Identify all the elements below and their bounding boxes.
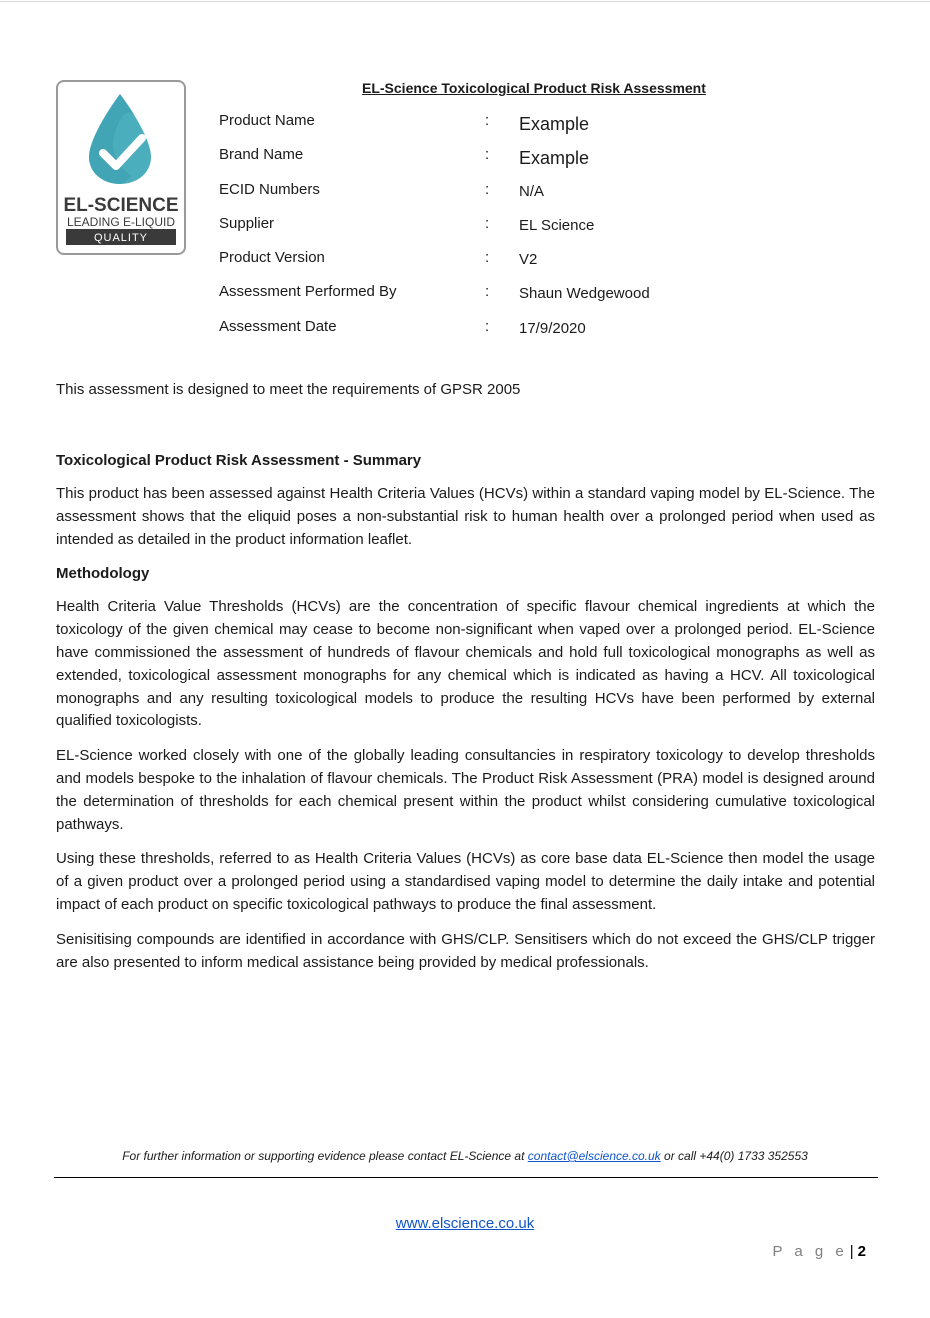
footer-contact-note [0, 1149, 930, 1163]
info-value: EL Science [519, 216, 595, 234]
info-label: ECID Numbers [219, 180, 320, 198]
info-row-assessment-date [219, 316, 699, 350]
logo-badge-text: QUALITY [93, 232, 149, 244]
footer-note-prefix: For further information or supporting evidence please contact EL-Science at [122, 1149, 528, 1163]
info-value: Example [519, 148, 590, 169]
logo-brand-text: EL-SCIENCE [63, 195, 179, 216]
website-link[interactable]: www.elscience.co.uk [395, 1215, 535, 1232]
info-label: Supplier [219, 214, 275, 232]
el-science-logo [56, 80, 186, 255]
info-value: Shaun Wedgewood [519, 285, 650, 303]
info-row-product-version [219, 247, 699, 281]
methodology-paragraph: Health Criteria Value Thresholds (HCVs) are the concentration of specific flavour chemical ingredients at which the toxicology of the given chemical may cease to become non-significant when vaped over a prolonged period. EL-Science have commissioned the assessment of hundreds of flavour chemicals and hold full toxicological monographs as well as extended, toxicological assessment monographs for any chemical which is indicated as having a HCV. All toxicological monographs and any resulting toxicological models to produce the resulting HCVs have been performed by external qualified toxicologists. [56, 598, 875, 730]
document-title: EL-Science Toxicological Product Risk Assessment [362, 80, 706, 96]
info-colon: : [485, 180, 490, 198]
methodology-paragraph: Using these thresholds, referred to as Health Criteria Values (HCVs) as core base data EL-Science then model the usage of a given product over a prolonged period using a standardised vaping model to determine the daily intake and potential impact of each product on specific toxicological pathways to produce the final assessment. [56, 850, 875, 913]
page-number-value: 2 [857, 1243, 866, 1260]
logo-tagline-text: LEADING E-LIQUID [66, 215, 176, 229]
info-colon: : [485, 214, 490, 232]
info-label: Product Name [219, 112, 315, 129]
info-row-product-name [219, 110, 699, 144]
footer-note-suffix: or call +44(0) 1733 352553 [660, 1149, 808, 1163]
info-row-supplier [219, 213, 699, 247]
info-label: Assessment Date [219, 317, 337, 335]
info-row-ecid-numbers [219, 179, 699, 213]
assessment-content [56, 450, 875, 986]
page-number [772, 1243, 866, 1260]
info-colon: : [485, 317, 490, 335]
info-label: Brand Name [219, 146, 304, 164]
summary-heading: Toxicological Product Risk Assessment - Summary [56, 452, 422, 469]
info-colon: : [485, 112, 490, 129]
methodology-heading: Methodology [56, 565, 150, 583]
info-row-brand-name [219, 144, 699, 178]
website-container [0, 1215, 930, 1232]
page-separator: | [849, 1243, 854, 1260]
info-value: 17/9/2020 [519, 319, 586, 337]
top-border [0, 1, 930, 2]
methodology-paragraph: Senisitising compounds are identified in accordance with GHS/CLP. Sensitisers which do not exceed the GHS/CLP trigger are also presented to inform medical assistance being provided by medical professionals. [56, 930, 875, 971]
info-row-performed-by [219, 281, 699, 315]
info-colon: : [485, 283, 490, 301]
info-label: Product Version [219, 249, 325, 267]
info-label: Assessment Performed By [219, 283, 397, 301]
info-colon: : [485, 146, 490, 164]
info-value: V2 [519, 251, 538, 269]
gpsr-statement: This assessment is designed to meet the requirements of GPSR 2005 [56, 381, 521, 398]
summary-paragraph: This product has been assessed against Health Criteria Values (HCVs) within a standard vaping model by EL-Science. The assessment shows that the eliquid poses a non-substantial risk to human health over a prolonged period when used as intended as detailed in the product information leaflet. [56, 485, 875, 548]
page-word: P a g e [772, 1243, 848, 1260]
info-value: Example [519, 114, 590, 134]
info-value: N/A [519, 182, 545, 200]
footer-divider [54, 1177, 878, 1178]
contact-email-link[interactable]: contact@elscience.co.uk [527, 1149, 661, 1163]
methodology-paragraph: EL-Science worked closely with one of the globally leading consultancies in respiratory toxicology to develop thresholds and models bespoke to the inhalation of flavour chemicals. The Product Risk Assessment (PRA) model is designed around the determination of thresholds for each chemical present within the product whilst considering cumulative toxicological pathways. [56, 747, 875, 833]
info-colon: : [485, 249, 490, 267]
product-info-table [219, 110, 699, 350]
